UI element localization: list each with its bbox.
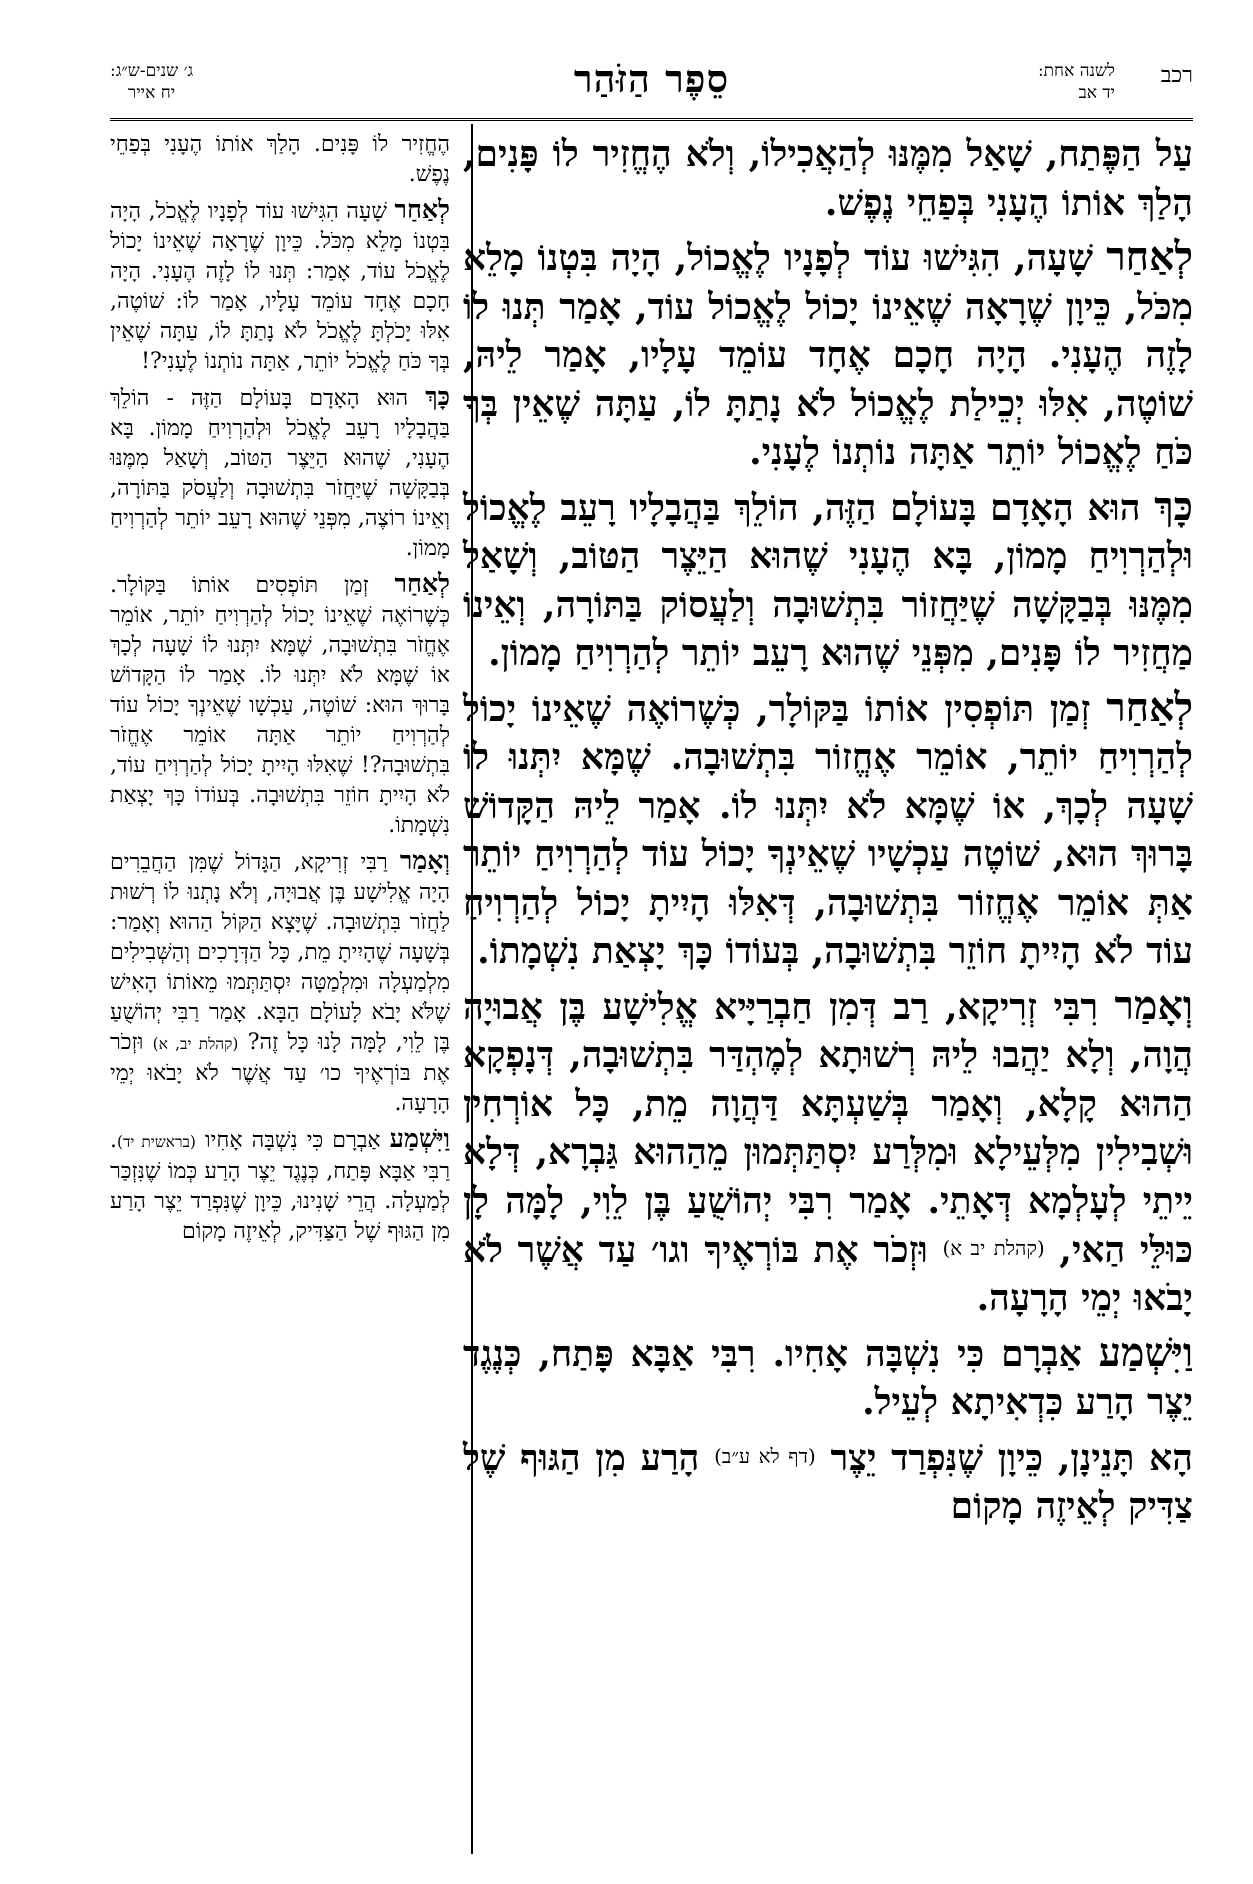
folio-reference: (דף לא ע״ב) <box>714 1444 816 1468</box>
main-paragraph-text: זְמַן תּוֹפְסִין אוֹתוֹ בַּקּוֹלָר, כְּשֶׁרוֹאֶה שֶׁאֵינוֹ יָכוֹל לְהַרְוִיחַ יוֹתֵר, אוֹמֵר אֶחֱזוֹר בִּתְשׁוּבָה. שֶׁמָּא יִתְּנוּ לוֹ שָׁעָה לְכָךְ, אוֹ שֶׁמָּא לֹא יִתְּנוּ לוֹ. אָמַר לֵיהּ הַקָּדוֹשׁ בָּרוּךְ הוּא, שׁוֹטֶה עַכְשָׁיו שֶׁאֵינְךָ יָכוֹל עוֹד לְהַרְוִיחַ יוֹתֵר אַתְּ אוֹמֵר אֶחֱזוֹר בִּתְשׁוּבָה, דְּאִלּוּ הָיִיתָ יָכוֹל לְהַרְוִיחַ עוֹד לֹא הָיִיתָ חוֹזֵר בִּתְשׁוּבָה, בְּעוֹדוֹ כָּךְ יָצְאַת נִשְׁמָתוֹ. <box>463 687 1193 972</box>
translation-paragraph-text: זְמַן תּוֹפְסִים אוֹתוֹ בַּקּוֹלָר. כְּשֶׁרוֹאֶה שֶׁאֵינוֹ יָכוֹל לְהַרְוִיחַ יוֹתֵר, אוֹמֵר אֶחֱזֹר בִּתְשׁוּבָה, שֶׁמָּא יִתְּנוּ לוֹ שָׁעָה לְכָךְ אוֹ שֶׁמָּא לֹא יִתְּנוּ לוֹ. אָמַר לוֹ הַקָּדוֹשׁ בָּרוּךְ הוּא: שׁוֹטֶה, עַכְשָׁו שֶׁאֵינְךָ יָכוֹל עוֹד לְהַרְוִיחַ יוֹתֵר אַתָּה אוֹמֵר אֶחֱזֹר בִּתְשׁוּבָה?! שֶׁאִלּוּ הָיִיתָ יָכוֹל לְהַרְוִיחַ עוֹד, לֹא הָיִיתָ חוֹזֵר בִּתְשׁוּבָה. בְּעוֹדוֹ כָּךְ יָצְאַת נִשְׁמָתוֹ. <box>110 573 450 838</box>
study-schedule-three-years <box>110 60 193 104</box>
main-paragraph <box>463 1329 1193 1427</box>
schedule-date-one-year: יד אב <box>1078 83 1115 103</box>
column-divider <box>471 124 473 1854</box>
main-paragraph-text: הָא תָּנֵינָן, כֵּיוָן שֶׁנִּפְרַד יֵצֶר <box>815 1436 1193 1479</box>
translation-paragraph-text: אַבְרָם כִּי נִשְׁבָּה אָחִיו <box>195 1128 390 1153</box>
verse-reference: (קהלת יב א) <box>942 1237 1045 1260</box>
translation-paragraph-text: שָׁעָה הִגִּישׁוּ עוֹד לְפָנָיו לֶאֱכֹל, הָיָה בִּטְנוֹ מָלֵא מִכֹּל. כֵּיוָן שֶׁרָאָה שֶׁאֵינוֹ יָכוֹל לֶאֱכֹל עוֹד, אָמַר: תְּנוּ לוֹ לָזֶה הֶעָנִי. הָיָה חָכָם אֶחָד עוֹמֵד עָלָיו, אָמַר לוֹ: שׁוֹטֶה, אִלּוּ יָכֹלְתָּ לֶאֱכֹל לֹא נָתַתָּ לוֹ, עַתָּה שֶׁאֵין בְּךָ כֹּחַ לֶאֱכֹל יוֹתֵר, אַתָּה נוֹתְנוֹ לֶעָנִי?! <box>110 199 450 374</box>
translation-paragraph-text: הֶחֱזִיר לוֹ פָּנִים. הָלַךְ אוֹתוֹ הֶעָנִי בְּפַחֵי נֶפֶשׁ. <box>110 132 450 187</box>
translation-paragraph-text: הוּא הָאָדָם בָּעוֹלָם הַזֶּה - הוֹלֵךְ בַּהֲבָלָיו רָעֵב לֶאֱכֹל וּלְהַרְוִיחַ מָמוֹן. בָּא הֶעָנִי, שֶׁהוּא הַיֵּצֶר הַטּוֹב, וְשָׁאַל מִמֶּנּוּ בְּבַקָּשָׁה שֶׁיַּחֲזֹר בִּתְשׁוּבָה וְלַעֲסֹק בַּתּוֹרָה, וְאֵינוֹ רוֹצֶה, מִפְּנֵי שֶׁהוּא רָעֵב יוֹתֵר לְהַרְוִיחַ מָמוֹן. <box>110 386 450 561</box>
paragraph-lead-word: לְאַחַר <box>1106 234 1193 280</box>
paragraph-lead-word: וְאָמַר <box>399 845 450 875</box>
translation-paragraph-text: וּזְכֹר אֶת בּוֹרְאֶיךָ כו׳ עַד אֲשֶׁר לֹא יָבֹאוּ יְמֵי הָרָעָה. <box>110 1030 450 1116</box>
paragraph-lead-word: לְאַחַר <box>394 194 450 224</box>
paragraph-lead-word: וַיִּשְׁמַע <box>1098 1329 1193 1376</box>
verse-reference: (בראשית יד) <box>117 1133 196 1151</box>
main-paragraph-text: הוּא הָאָדָם בָּעוֹלָם הַזֶּה, הוֹלֵךְ בַּהֲבָלָיו רָעֵב לֶאֱכוֹל וּלְהַרְוִיחַ מָמוֹן, בָּא הֶעָנִי שֶׁהוּא הַיֵּצֶר הַטּוֹב, וְשָׁאַל מִמֶּנּוּ בְּבַקָּשָׁה שֶׁיַּחֲזוֹר בִּתְשׁוּבָה וְלַעֲסוֹק בַּתּוֹרָה, וְאֵינוֹ מַחֲזִיר לוֹ פָּנִים, מִפְּנֵי שֶׁהוּא רָעֵב יוֹתֵר לְהַרְוִיחַ מָמוֹן. <box>463 486 1193 674</box>
main-paragraph <box>463 684 1193 976</box>
paragraph-lead-word: לְאַחַר <box>394 568 450 598</box>
verse-reference: (קהלת יב, א) <box>152 1035 239 1053</box>
translation-paragraph <box>110 130 450 190</box>
main-paragraph-text: רִבִּי זְרִיקָא, רַב דְּמִן חַבְרַיָּיא אֱלִישָׁע בֶּן אֲבוּיָה הֲוָה, וְלָא יַהֲבוּ לֵיהּ רְשׁוּתָא לְמֶהְדַּר בִּתְשׁוּבָה, דְּנָפְקָא הַהוּא קָלָא, וְאָמַר בְּשַׁעְתָּא דַּהֲוָה מֵת, כָּל אוֹרְחִין וּשְׁבִילִין מִלְּעֵילָא וּמִלְּרַע יִסְתַּתְּמוּן מֵהַהוּא גַּבְרָא, דְּלָא יֵיתֵי לְעָלְמָא דְּאָתֵי. אָמַר רִבִּי יְהוֹשֻׁעַ בֶּן לֵוִי, לָמָּה לָן כּוּלֵּי הַאי, <box>463 985 1193 1271</box>
translation-paragraph-text: רַבִּי זְרִיקָא, הַגָּדוֹל שֶׁמִּן הַחֲבֵרִים הָיָה אֱלִישָׁע בֶּן אֲבוּיָה, וְלֹא נָתְנוּ לוֹ רְשׁוּת לַחֲזֹר בִּתְשׁוּבָה. שֶׁיָּצָא הַקּוֹל הַהוּא וְאָמַר: בְּשָׁעָה שֶׁהָיִיתָ מֵת, כָּל הַדְּרָכִים וְהַשְּׁבִילִים מִלְמַעְלָה וּמִלְמַטָּה יִסְתַּתְּמוּ מֵאוֹתוֹ הָאִישׁ שֶׁלֹּא יָבֹא לָעוֹלָם הַבָּא. אָמַר רַבִּי יְהוֹשֻׁעַ בֶּן לֵוִי, לָמָּה לָנוּ כָּל זֶה? <box>110 850 450 1055</box>
page-header <box>110 56 1193 114</box>
paragraph-lead-word: לְאַחַר <box>1106 684 1193 731</box>
schedule-label-one-year: לשנה אחת: <box>1037 61 1115 81</box>
main-paragraph-text: שָׁעָה, הִגִּישׁוּ עוֹד לְפָנָיו לֶאֱכוֹל, הָיָה בִּטְנוֹ מָלֵא מִכֹּל, כֵּיוָן שֶׁרָאָה שֶׁאֵינוֹ יָכוֹל לֶאֱכוֹל עוֹד, אָמַר תְּנוּ לוֹ לָזֶה הֶעָנִי. הָיָה חָכָם אֶחָד עוֹמֵד עָלָיו, אָמַר לֵיהּ, שׁוֹטֶה, אִלּוּ יְכֵילַת לֶאֱכוֹל לֹא נָתַתָּ לוֹ, עַתָּה שֶׁאֵין בְּךָ כֹּחַ לֶאֱכוֹל יוֹתֵר אַתָּה נוֹתְנוֹ לֶעָנִי. <box>463 237 1193 473</box>
paragraph-lead-word: וְאָמַר <box>1114 982 1193 1029</box>
paragraph-lead-word: כָּךְ <box>425 381 450 411</box>
main-paragraph-text: עַל הַפֶּתַח, שָׁאַל מִמֶּנּוּ לְהַאֲכִילוֹ, וְלֹא הֶחֱזִיר לוֹ פָּנִים, הָלַךְ אוֹתוֹ הֶעָנִי בְּפַחֵי נֶפֶשׁ. <box>463 133 1193 224</box>
main-paragraph <box>463 130 1193 227</box>
main-paragraph <box>463 483 1193 678</box>
paragraph-lead-word: וַיִּשְׁמַע <box>389 1123 450 1153</box>
main-paragraph-text: אַבְרָם כִּי נִשְׁבָּה אָחִיו. רִבִּי אַבָּא פָּתַח, כְּנֶגֶד יֵצֶר הָרַע כִּדְאִיתָא לְעֵיל. <box>463 1332 1193 1424</box>
main-paragraph <box>463 1433 1193 1531</box>
translation-paragraph-text: . רַבִּי אַבָּא פָּתַח, כְּנֶגֶד יֵצֶר הָרַע כְּמוֹ שֶׁנִּזְכַּר לְמַעְלָה. הֲרֵי שָׁנִינוּ, כֵּיוָן שֶׁנִּפְרַד יֵצֶר הָרַע מִן הַגּוּף שֶׁל הַצַּדִּיק, לְאֵיזֶה מָקוֹם <box>110 1128 450 1244</box>
main-text-column <box>463 130 1193 1535</box>
schedule-label-three-years: ג׳ שנים-ש״ג: <box>110 61 194 81</box>
header-rule <box>110 118 1193 121</box>
paragraph-lead-word: כָּךְ <box>1154 483 1193 530</box>
translation-paragraph <box>110 381 450 564</box>
main-paragraph <box>463 233 1193 477</box>
translation-column <box>110 130 450 1251</box>
schedule-date-three-years: יח אייר <box>127 83 176 103</box>
translation-paragraph <box>110 845 450 1119</box>
page-number: רכב <box>1160 63 1193 88</box>
main-paragraph-text: הָרַע מִן הַגּוּף שֶׁל צַדִּיק לְאֵיזֶה מָקוֹם <box>463 1436 1193 1528</box>
translation-paragraph <box>110 1123 450 1247</box>
main-paragraph-text: וּזְכֹר אֶת בּוֹרְאֶיךָ וגו׳ עַד אֲשֶׁר לֹא יָבֹאוּ יְמֵי הָרָעָה. <box>463 1228 1193 1320</box>
book-title: סֵפֶר הַזֹּהַר <box>573 56 730 101</box>
translation-paragraph <box>110 568 450 841</box>
translation-paragraph <box>110 194 450 377</box>
main-paragraph <box>463 982 1193 1323</box>
